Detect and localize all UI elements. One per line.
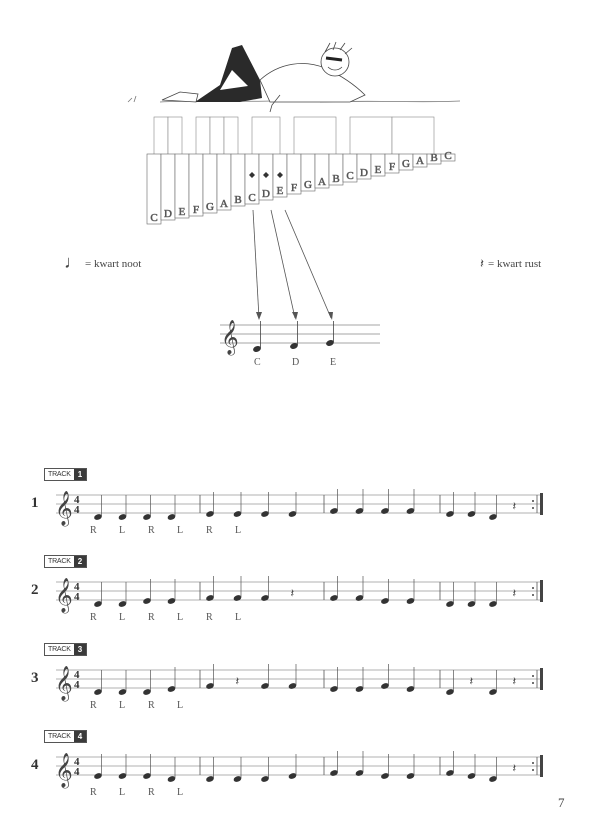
svg-text:D: D	[360, 167, 368, 179]
svg-text:4: 4	[74, 504, 80, 516]
key-to-staff-arrows	[0, 0, 600, 340]
track-number: 3	[74, 644, 86, 655]
hand-indicator: R	[90, 787, 97, 798]
svg-text:𝄽: 𝄽	[512, 499, 517, 513]
legend-quarter-note	[64, 254, 141, 270]
svg-text:C: C	[248, 192, 256, 204]
svg-text:4: 4	[74, 679, 80, 691]
svg-text:G: G	[304, 179, 312, 191]
svg-text:A: A	[416, 155, 424, 167]
hand-indicator: L	[235, 612, 242, 623]
track-label: TRACK	[45, 469, 74, 480]
svg-text:𝄽: 𝄽	[512, 586, 517, 600]
hand-indicator: L	[119, 700, 126, 711]
svg-text:4: 4	[74, 591, 80, 603]
example-note-label: E	[330, 357, 337, 368]
svg-text:𝄞: 𝄞	[55, 753, 73, 788]
svg-text:4: 4	[74, 756, 80, 768]
hand-indicator: R	[148, 612, 155, 623]
exercise-staff	[52, 745, 572, 800]
exercise-number: 1	[31, 495, 39, 511]
hand-indicator: R	[148, 787, 155, 798]
exercise-number: 3	[31, 670, 39, 686]
exercise-2	[0, 555, 600, 635]
hand-indicator: R	[148, 525, 155, 536]
exercise-staff	[52, 658, 572, 713]
hand-indicator: L	[177, 700, 184, 711]
svg-text:𝄞: 𝄞	[55, 578, 73, 613]
exercise-4	[0, 730, 600, 810]
svg-text:4: 4	[74, 494, 80, 506]
track-label: TRACK	[45, 644, 74, 655]
svg-text:4: 4	[74, 581, 80, 593]
hand-indicator: L	[235, 525, 242, 536]
track-badge[interactable]	[44, 468, 87, 481]
svg-text:𝄽: 𝄽	[469, 674, 474, 688]
svg-text:C: C	[444, 150, 452, 162]
hand-indicator: R	[206, 525, 213, 536]
svg-text:A: A	[220, 198, 228, 210]
svg-text:4: 4	[74, 766, 80, 778]
svg-text:B: B	[430, 152, 438, 164]
exercise-number: 4	[31, 757, 39, 773]
exercise-1	[0, 468, 600, 548]
hand-indicator: L	[177, 787, 184, 798]
svg-text:D: D	[164, 208, 172, 220]
svg-text:E: E	[276, 185, 284, 197]
svg-text:4: 4	[74, 669, 80, 681]
svg-text:𝄞: 𝄞	[55, 666, 73, 701]
hand-indicator: R	[206, 612, 213, 623]
exercise-3	[0, 643, 600, 723]
page-number: 7	[558, 795, 565, 810]
example-note-label: C	[254, 357, 261, 368]
hand-indicator: R	[90, 612, 97, 623]
example-staff	[215, 315, 385, 360]
svg-text:C: C	[346, 170, 354, 182]
svg-text:𝄽: 𝄽	[235, 674, 240, 688]
hand-indicator: L	[119, 787, 126, 798]
svg-text:𝄽: 𝄽	[512, 674, 517, 688]
hand-indicator: R	[90, 525, 97, 536]
quarter-note-label: = kwart noot	[85, 258, 142, 270]
hand-indicator: L	[119, 612, 126, 623]
svg-text:𝄽: 𝄽	[512, 761, 517, 775]
svg-text:C: C	[150, 212, 158, 224]
track-badge[interactable]	[44, 643, 87, 656]
hand-indicator: L	[177, 612, 184, 623]
hand-indicator: L	[177, 525, 184, 536]
exercise-staff	[52, 570, 572, 625]
quarter-note-icon: ♩	[64, 252, 82, 272]
svg-text:E: E	[178, 206, 186, 218]
quarter-rest-icon: 𝄽	[480, 256, 484, 271]
track-badge[interactable]	[44, 555, 87, 568]
track-number: 2	[74, 556, 86, 567]
quarter-rest-label: = kwart rust	[487, 258, 542, 270]
svg-text:F: F	[388, 161, 396, 173]
track-label: TRACK	[45, 556, 74, 567]
svg-text:𝄞: 𝄞	[55, 491, 73, 526]
svg-text:E: E	[374, 164, 382, 176]
svg-text:B: B	[234, 194, 242, 206]
svg-text:A: A	[318, 176, 326, 188]
example-note-label: D	[292, 357, 300, 368]
treble-clef-icon: 𝄞	[221, 320, 239, 355]
track-badge[interactable]	[44, 730, 87, 743]
hand-indicator: R	[148, 700, 155, 711]
hand-indicator: L	[119, 525, 126, 536]
svg-text:F: F	[290, 182, 298, 194]
exercise-staff	[52, 483, 572, 538]
track-label: TRACK	[45, 731, 74, 742]
track-number: 1	[74, 469, 86, 480]
svg-text:𝄽: 𝄽	[290, 586, 295, 600]
svg-text:G: G	[402, 158, 410, 170]
svg-text:D: D	[262, 188, 270, 200]
svg-text:B: B	[332, 173, 340, 185]
exercise-number: 2	[31, 582, 39, 598]
track-number: 4	[74, 731, 86, 742]
svg-text:F: F	[192, 204, 200, 216]
legend-quarter-rest	[480, 256, 541, 272]
svg-text:G: G	[206, 201, 214, 213]
hand-indicator: R	[90, 700, 97, 711]
